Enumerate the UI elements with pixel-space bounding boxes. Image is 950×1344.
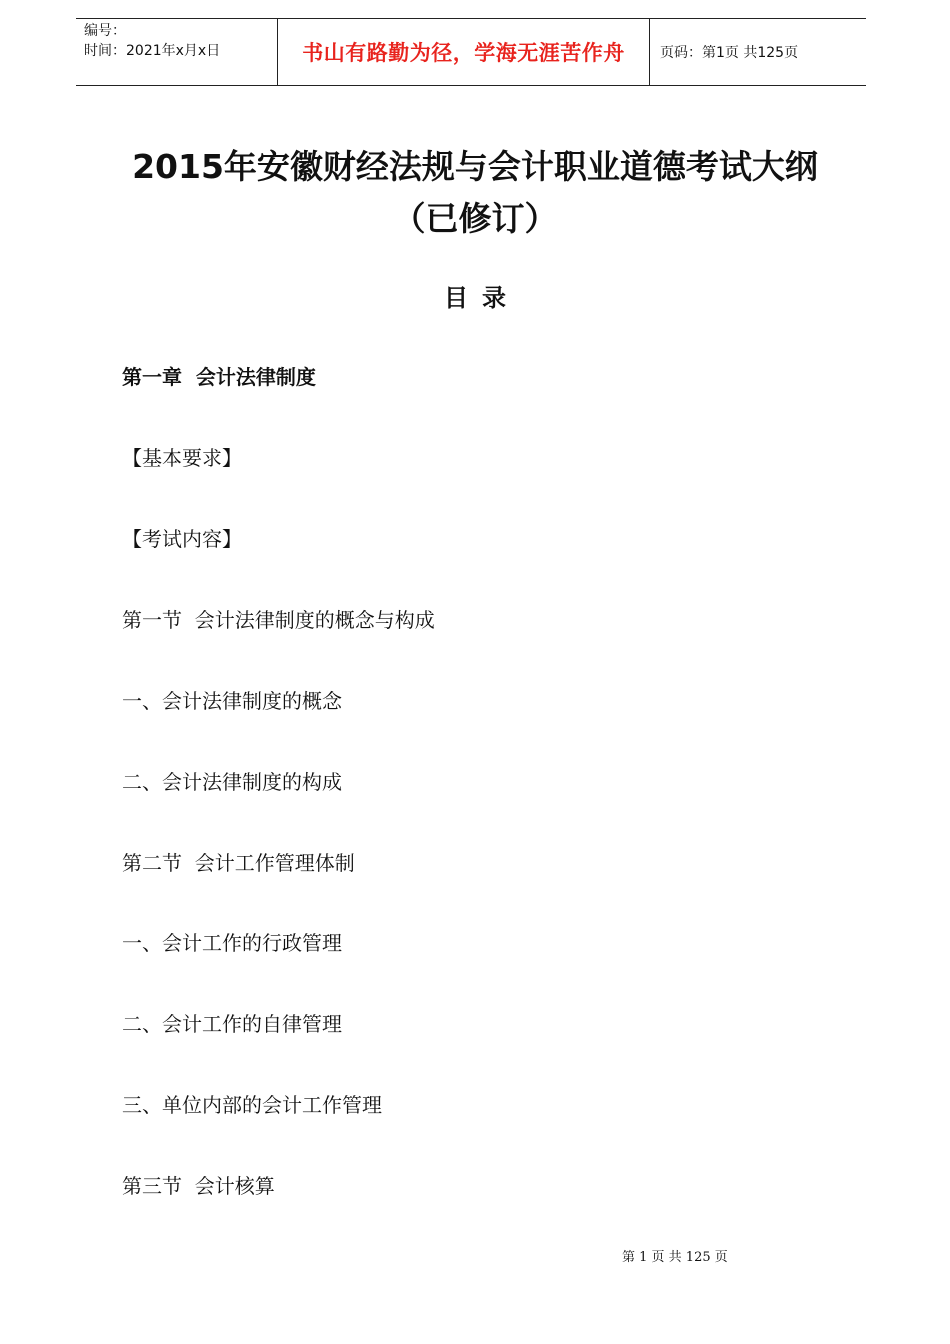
header-number-label: 编号： [84, 23, 126, 39]
toc-item: 二、会计法律制度的构成 [122, 770, 342, 794]
page-header [76, 18, 866, 86]
header-meta [76, 19, 278, 85]
toc-item: 【基本要求】 [122, 446, 242, 470]
toc-item: 第二节 会计工作管理体制 [122, 851, 355, 875]
document-title-line2: （已修订） [392, 199, 558, 238]
toc-item: 一、会计工作的行政管理 [122, 931, 342, 955]
toc-item: 第三节 会计核算 [122, 1174, 275, 1198]
header-page-info: 页码：第1页 共125页 [660, 45, 799, 61]
toc-item: 【考试内容】 [122, 527, 242, 551]
toc-item: 三、单位内部的会计工作管理 [122, 1093, 382, 1117]
toc-heading: 目录 [444, 284, 520, 312]
toc-item: 一、会计法律制度的概念 [122, 689, 342, 713]
toc-item: 第一节 会计法律制度的概念与构成 [122, 608, 435, 632]
document-title-line1: 2015年安徽财经法规与会计职业道德考试大纲 [132, 147, 818, 186]
header-time-label: 时间：2021年x月x日 [84, 43, 221, 59]
toc-item: 二、会计工作的自律管理 [122, 1012, 342, 1036]
header-motto: 书山有路勤为径，学海无涯苦作舟 [278, 19, 650, 85]
page-footer: 第 1 页 共 125 页 [622, 1250, 728, 1265]
toc-item-chapter: 第一章 会计法律制度 [122, 365, 316, 389]
